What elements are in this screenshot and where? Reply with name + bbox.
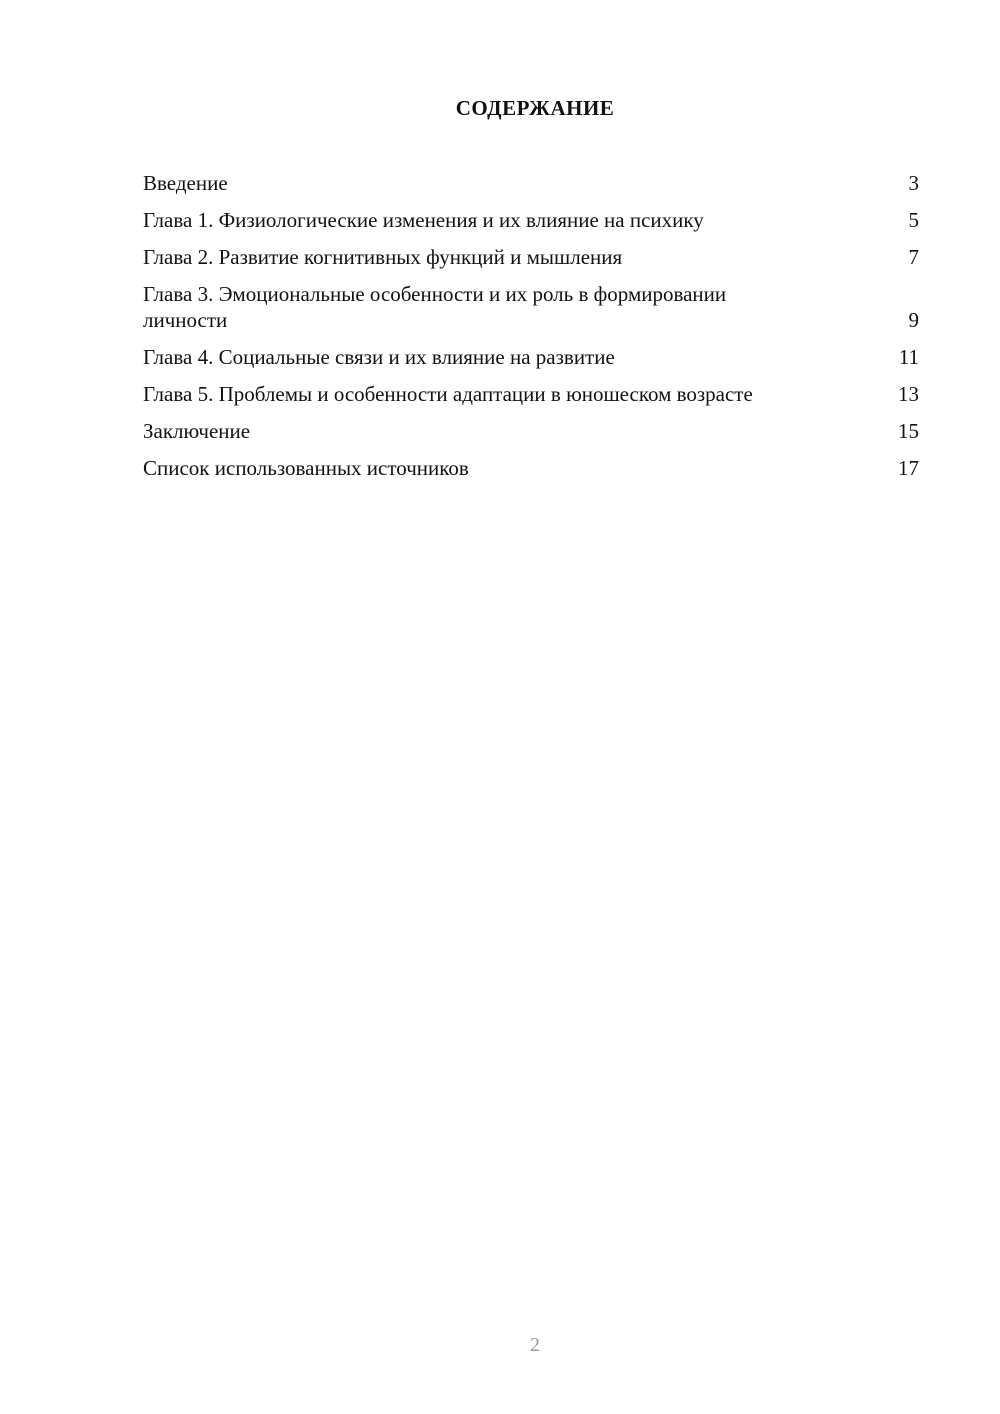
toc-entry-page: 3 <box>908 171 919 195</box>
toc-entry-page: 5 <box>908 208 919 232</box>
toc-entry-label: Глава 4. Социальные связи и их влияние на развитие <box>143 345 615 369</box>
toc-entry-label: Список использованных источников <box>143 456 469 480</box>
toc-entry-references <box>143 455 919 481</box>
toc-entry-label: Глава 2. Развитие когнитивных функций и мышления <box>143 245 623 269</box>
toc-entry-introduction <box>143 170 919 196</box>
page-number: 2 <box>530 1334 540 1356</box>
toc-entry-page: 11 <box>898 345 919 369</box>
table-of-contents <box>143 170 919 492</box>
toc-entry-page: 15 <box>898 419 919 443</box>
page-title: СОДЕРЖАНИЕ <box>455 96 615 120</box>
toc-entry-chapter-1 <box>143 207 919 233</box>
toc-entry-page: 13 <box>898 382 919 406</box>
toc-entry-label: Глава 3. Эмоциональные особенности и их роль в формировании личности <box>143 282 727 332</box>
toc-entry-label: Глава 1. Физиологические изменения и их влияние на психику <box>143 208 704 232</box>
toc-entry-page: 7 <box>908 245 919 269</box>
toc-entry-label: Заключение <box>143 419 251 443</box>
toc-entry-chapter-2 <box>143 244 919 270</box>
toc-entry-chapter-5 <box>143 381 919 407</box>
toc-entry-chapter-3 <box>143 281 919 333</box>
toc-entry-label: Глава 5. Проблемы и особенности адаптации в юношеском возрасте <box>143 382 753 406</box>
toc-entry-page: 9 <box>908 308 919 332</box>
toc-entry-conclusion <box>143 418 919 444</box>
toc-entry-label: Введение <box>143 171 228 195</box>
toc-entry-page: 17 <box>898 456 919 480</box>
toc-entry-chapter-4 <box>143 344 919 370</box>
